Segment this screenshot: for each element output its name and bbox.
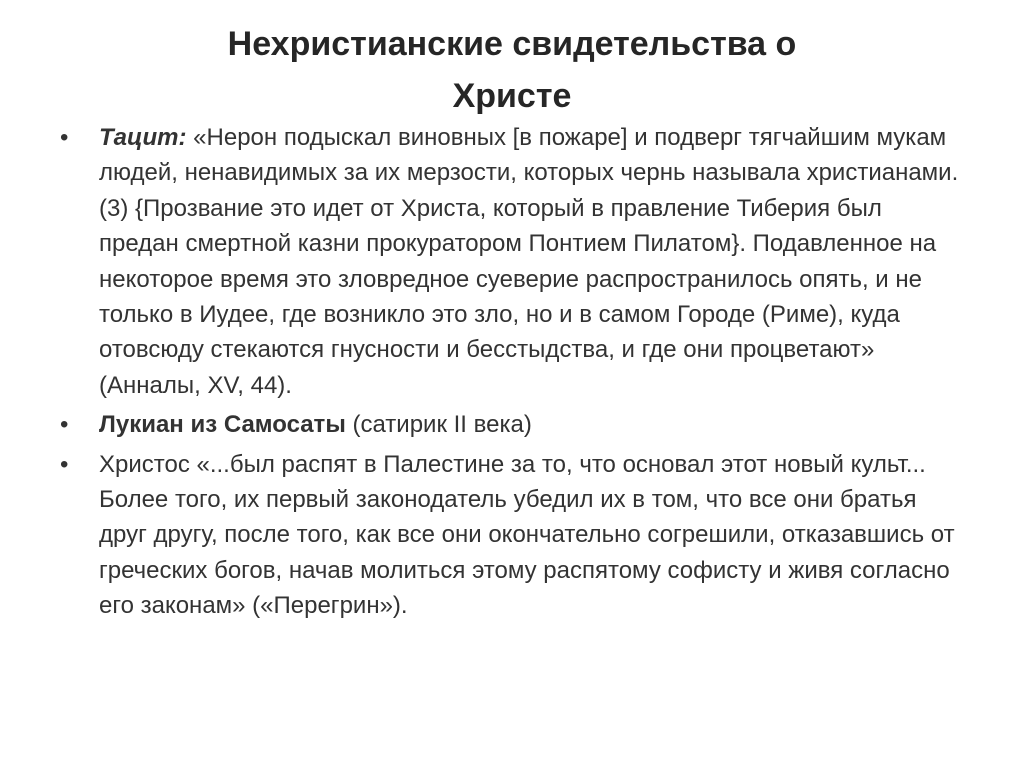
bullet-tacitus [60, 120, 960, 403]
bullet-text-tacitus: «Нерон подыскал виновных [в пожаре] и подверг тягчайшим мукам людей, ненавидимых за их мерзости, которых чернь называла христианами. (3) {Прозвание это идет от Христа, который в правление Тиберия был предан смертной казни прокуратором Понтием Пилатом}. Подавленное на некоторое время это зловредное суеверие распространилось опять, и не только в Иудее, где возникло это зло, но и в самом Городе (Риме), куда отовсюду стекаются гнусности и бесстыдства, и где они процветают» (Анналы, XV, 44). [99, 124, 959, 399]
bullet-marker: • [60, 450, 69, 478]
slide-title [60, 18, 964, 122]
bullet-lead-lucian: Лукиан из Самосаты [99, 411, 346, 439]
slide-title-line-2: Христе [452, 77, 572, 115]
bullet-marker: • [60, 411, 69, 439]
bullet-lucian [60, 407, 960, 442]
bullet-text-christ-quote: Христос «...был распят в Палестине за то, что основал этот новый культ... Более того, их первый законодатель убедил их в том, что все они братья друг другу, после того, как все они окончательно согрешили, отказавшись от греческих богов, начав молиться этому распятому софисту и живя согласно его законам» («Перегрин»). [99, 450, 955, 620]
bullet-marker: • [60, 124, 69, 151]
bullet-text-lucian: (сатирик II века) [345, 411, 532, 439]
bullet-lead-tacitus: Тацит: [99, 124, 187, 151]
bullet-christ-quote [60, 447, 960, 624]
bullet-list [60, 120, 960, 628]
slide-title-line-1: Нехристианские свидетельства о [227, 25, 797, 63]
